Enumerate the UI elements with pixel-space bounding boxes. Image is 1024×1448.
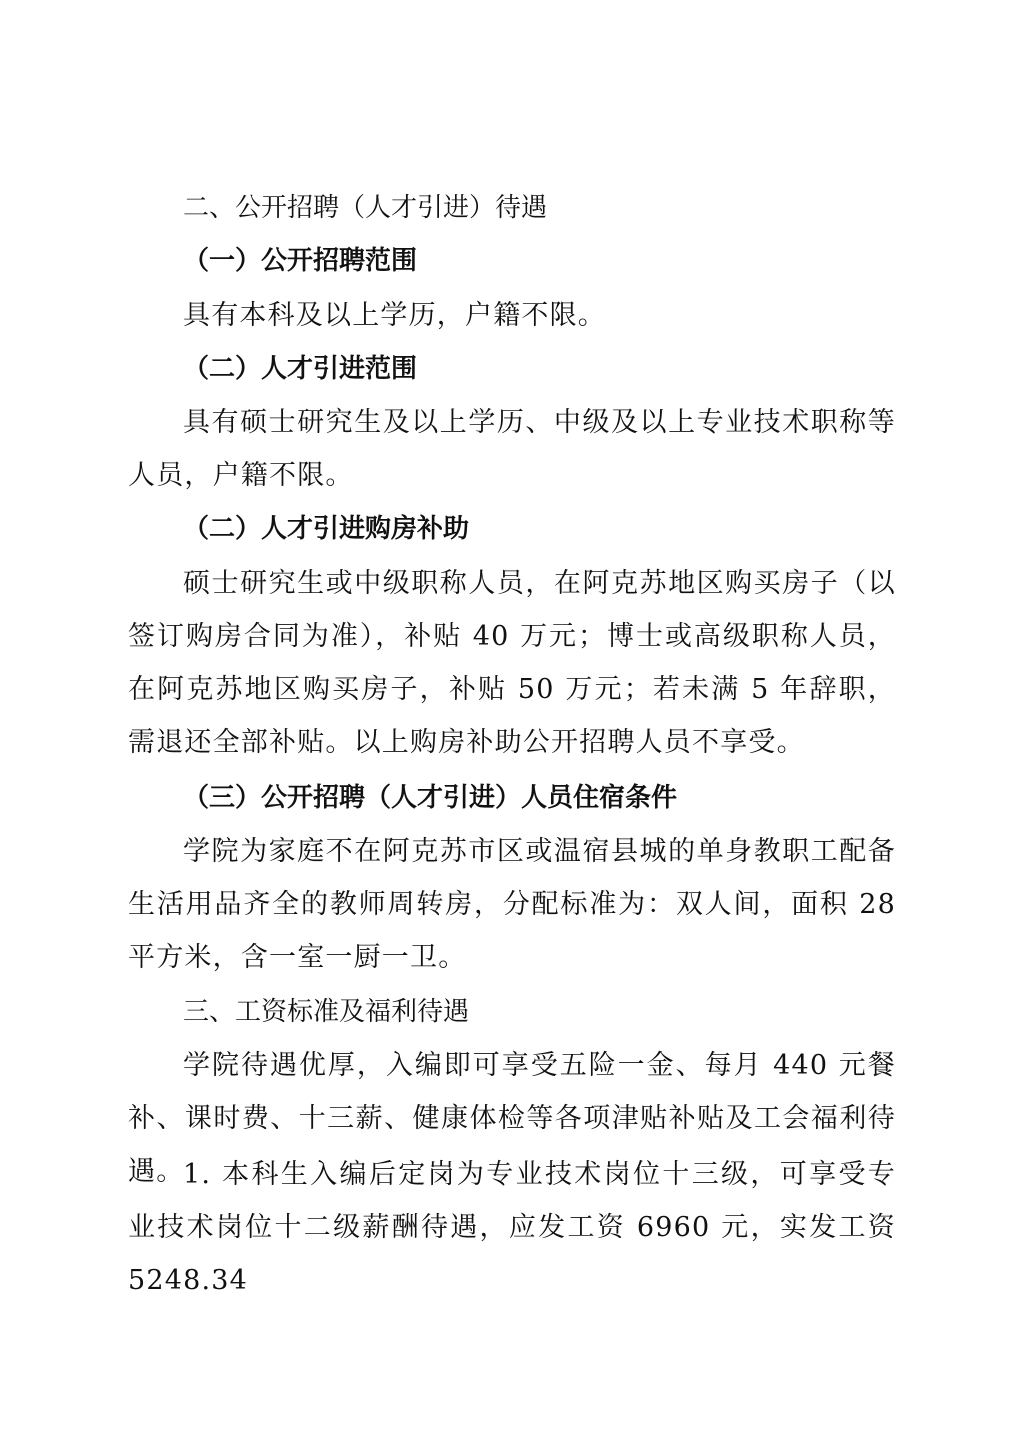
- subsection-housing-subsidy-heading: （二）人才引进购房补助: [183, 514, 470, 544]
- section-2-heading: 二、公开招聘（人才引进）待遇: [183, 193, 548, 223]
- talent-scope-paragraph: 具有硕士研究生及以上学历、中级及以上专业技术职称等人员，户籍不限。: [128, 407, 896, 491]
- salary-benefits-paragraph: 学院待遇优厚，入编即可享受五险一金、每月 440 元餐补、课时费、十三薪、健康体检等各项津贴补贴及工会福利待遇。: [128, 1050, 896, 1187]
- recruitment-scope-paragraph: 具有本科及以上学历，户籍不限。: [183, 300, 606, 331]
- subsection-talent-scope-heading: （二）人才引进范围: [183, 354, 418, 384]
- housing-subsidy-paragraph: 硕士研究生或中级职称人员，在阿克苏地区购买房子（以签订购房合同为准），补贴 40 万元；博士或高级职称人员，在阿克苏地区购买房子，补贴 50 万元；若未满 5 年辞职，需退还全部补贴。以上购房补助公开招聘人员不享受。: [128, 568, 896, 758]
- undergraduate-salary-paragraph: 1. 本科生入编后定岗为专业技术岗位十三级，可享受专业技术岗位十二级薪酬待遇，应发工资 6960 元，实发工资 5248.34: [128, 1159, 896, 1296]
- subsection-recruitment-scope-heading: （一）公开招聘范围: [183, 246, 418, 276]
- section-3-heading: 三、工资标准及福利待遇: [183, 997, 470, 1027]
- accommodation-paragraph: 学院为家庭不在阿克苏市区或温宿县城的单身教职工配备生活用品齐全的教师周转房，分配标准为：双人间，面积 28 平方米，含一室一厨一卫。: [128, 836, 896, 973]
- subsection-accommodation-heading: （三）公开招聘（人才引进）人员住宿条件: [183, 783, 678, 813]
